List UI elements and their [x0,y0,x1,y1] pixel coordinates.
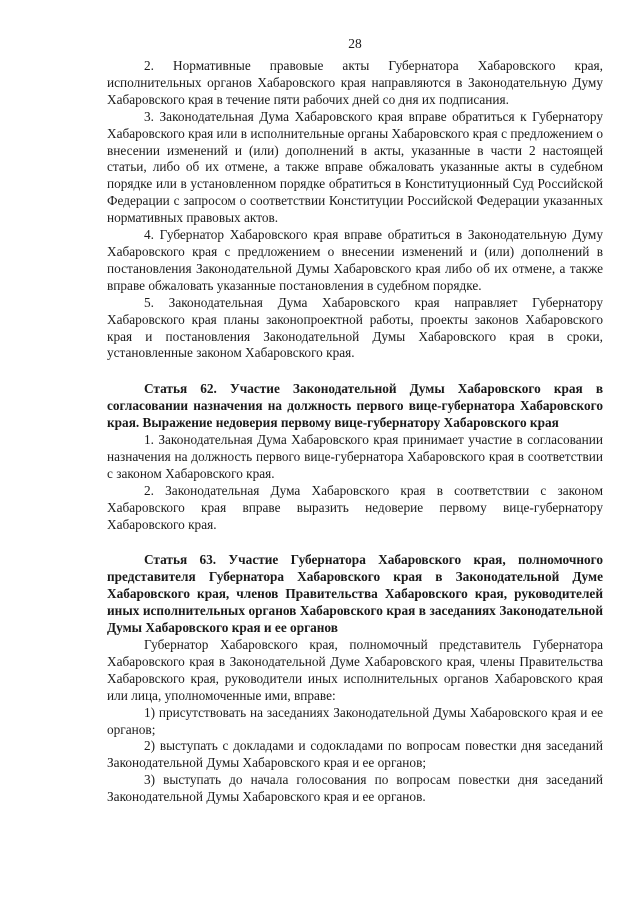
paragraph: 3. Законодательная Дума Хабаровского края вправе обратиться к Губернатору Хабаровского края или в исполнительные органы Хабаровского края с предложением о внесении изменений и (или) дополнений в акты, указанные в части 2 настоящей статьи, либо об их отмене, а также вправе обжаловать указанные акты в судебном порядке или в установленном порядке обратиться в Конституционный Суд Российской Федерации с запросом о соответствии Конституции Российской Федерации указанных нормативных правовых актов. [107,108,603,226]
page-number: 28 [348,36,362,51]
paragraph: 4. Губернатор Хабаровского края вправе обратиться в Законодательную Думу Хабаровского края с предложением о внесении изменений и (или) дополнений в постановления Законодательной Думы Хабаровского края либо об их отмене, а также вправе обжаловать указанные постановления в судебном порядке. [107,227,603,293]
paragraph: 2. Нормативные правовые акты Губернатора Хабаровского края, исполнительных органов Хабаровского края направляются в Законодательную Думу Хабаровского края в течение пяти рабочих дней со дня их подписания. [107,58,603,107]
paragraph: Губернатор Хабаровского края, полномочный представитель Губернатора Хабаровского края в Законодательной Думе Хабаровского края, члены Правительства Хабаровского края, руководители иных исполнительных органов Хабаровского края или лица, уполномоченные ими, вправе: [107,637,603,703]
section-gap [107,533,603,552]
paragraph: 2. Законодательная Дума Хабаровского края в соответствии с законом Хабаровского края вправе выразить недоверие первому вице-губернатору Хабаровского края. [107,482,603,532]
article-heading: Статья 63. Участие Губернатора Хабаровского края, полномочного представителя Губернатора Хабаровского края в Законодательной Думе Хабаровского края, членов Правительства Хабаровского края, руководителей иных исполнительных органов Хабаровского края в заседаниях Законодательной Думы Хабаровского края и ее органов [107,552,603,636]
article-heading: Статья 62. Участие Законодательной Думы Хабаровского края в согласовании назначения на должность первого вице-губернатора Хабаровского края. Выражение недоверия первому вице-губернатору Хабаровского края [107,381,603,431]
paragraph: 1) присутствовать на заседаниях Законодательной Думы Хабаровского края и ее органов; [107,704,603,737]
paragraph: 2) выступать с докладами и содокладами по вопросам повестки дня заседаний Законодательной Думы Хабаровского края и ее органов; [107,738,603,771]
paragraph: 1. Законодательная Дума Хабаровского края принимает участие в согласовании назначения на должность первого вице-губернатора Хабаровского края в соответствии с законом Хабаровского края. [107,432,603,481]
document-page [107,36,603,806]
paragraph: 5. Законодательная Дума Хабаровского края направляет Губернатору Хабаровского края планы законопроектной работы, проекты законов Хабаровского края и постановления Законодательной Думы Хабаровского края в сроки, установленные законом Хабаровского края. [107,294,603,361]
section-gap [107,362,603,381]
document-body [107,58,603,806]
paragraph: 3) выступать до начала голосования по вопросам повестки дня заседаний Законодательной Думы Хабаровского края и ее органов. [107,772,603,805]
